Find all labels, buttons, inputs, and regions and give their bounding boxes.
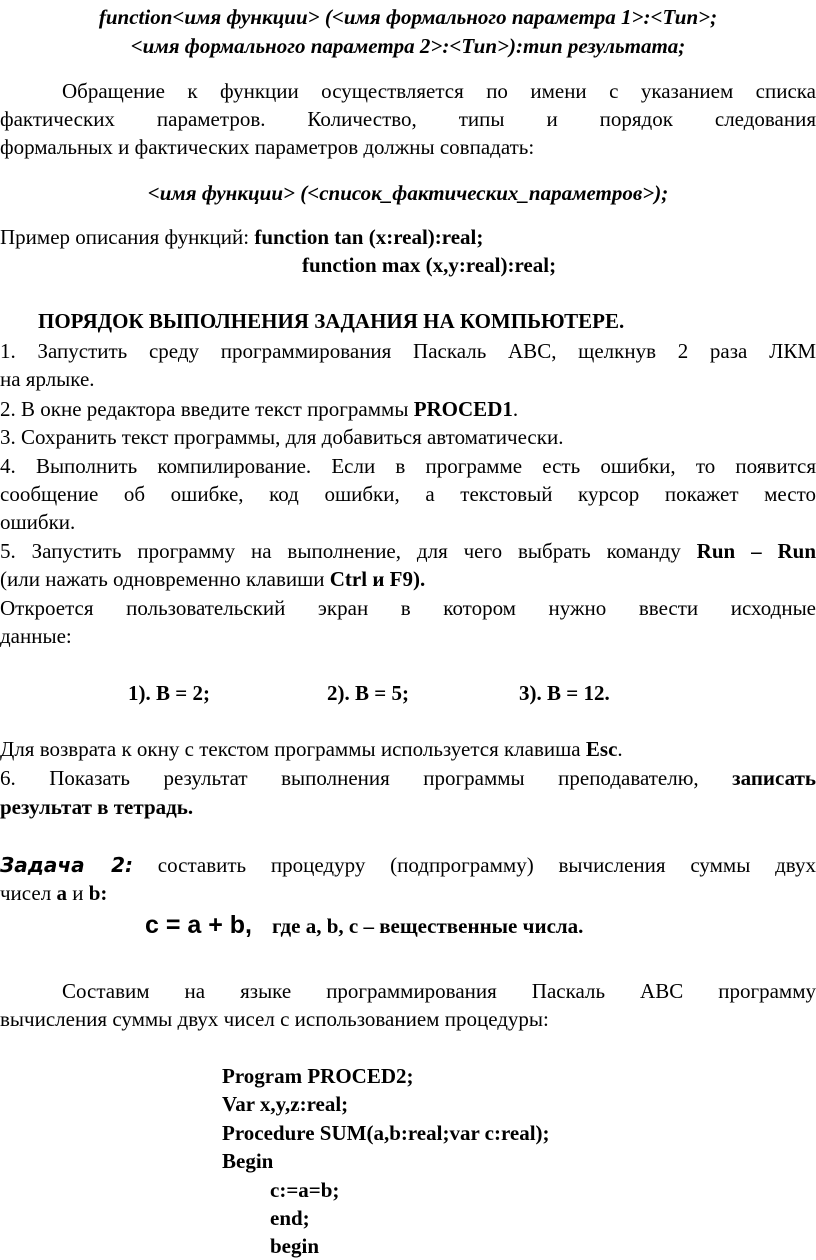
step-2-end: .: [512, 397, 519, 421]
step-6-bold: записать: [732, 766, 816, 790]
step-5-line-2: [0, 566, 816, 593]
section-title: ПОРЯДОК ВЫПОЛНЕНИЯ ЗАДАНИЯ НА КОМПЬЮТЕРЕ.: [38, 309, 625, 333]
step-6-text: 6. Показать результат выполнения программы преподавателю,: [0, 766, 733, 790]
syntax-line-2: <имя формального параметра 2>:<Тип>):тип результата;: [130, 34, 686, 58]
call-paragraph-line-1: Обращение к функции осуществляется по имени с указанием списка: [62, 79, 816, 103]
step-4-line-1: 4. Выполнить компилирование. Если в программе есть ошибки, то появится: [0, 454, 816, 478]
step-2: [0, 396, 816, 423]
esc-key: Esc: [585, 737, 618, 761]
step-1-line-1: 1. Запустить среду программирования Паскаль АВС, щелкнув 2 раза ЛКМ: [0, 339, 816, 363]
step-4-line-3: ошибки.: [0, 510, 76, 534]
step-5-line-3: Откроется пользовательский экран в котором нужно ввести исходные: [0, 596, 816, 620]
code-line-5: c:=a=b;: [270, 1178, 340, 1202]
example-func-max: function max (x,y:real):real;: [302, 253, 557, 277]
var-a: а: [56, 881, 67, 905]
run-command: Run – Run: [696, 539, 816, 563]
code-line-2: Var x,y,z:real;: [222, 1092, 349, 1116]
step-5-text: 5. Запустить программу на выполнение, для чего выбрать команду: [0, 539, 697, 563]
task-line-2: [0, 880, 816, 907]
call-paragraph-line-3: формальных и фактических параметров должны совпадать:: [0, 135, 535, 159]
formula-note: где a, b, c – вещественные числа.: [272, 914, 584, 938]
step-6-line-2: результат в тетрадь.: [0, 795, 194, 819]
task-label: Задача 2:: [0, 853, 133, 877]
return-end: .: [617, 737, 623, 761]
task-text: составить процедуру (подпрограмму) вычисления суммы двух: [133, 853, 816, 877]
code-line-4: Begin: [222, 1149, 274, 1173]
example-line-1: [0, 224, 816, 251]
compose-line-1: Составим на языке программирования Паскаль АВС программу: [62, 979, 816, 1003]
step-2-text: 2. В окне редактора введите текст программы: [0, 397, 414, 421]
code-line-7: begin: [270, 1234, 320, 1258]
input-value-2: 2). B = 5;: [327, 681, 409, 705]
step-5-line-4: данные:: [0, 624, 72, 648]
step-6-line-1: [0, 765, 816, 792]
example-label: Пример описания функций:: [0, 225, 255, 249]
example-func-tan: function tan (x:real):real;: [254, 225, 484, 249]
syntax-line-1: function<имя функции> (<имя формального параметра 1>:<Тип>;: [98, 5, 718, 29]
step-3: 3. Сохранить текст программы, для добавиться автоматически.: [0, 425, 564, 449]
task-numbers-text: чисел: [0, 881, 57, 905]
step-5-line-1: [0, 538, 816, 565]
compose-line-2: вычисления суммы двух чисел с использованием процедуры:: [0, 1007, 549, 1031]
var-b: b:: [88, 881, 108, 905]
step-4-line-2: сообщение об ошибке, код ошибки, а текстовый курсор покажет место: [0, 482, 816, 506]
return-text: Для возврата к окну с текстом программы используется клавиша: [0, 737, 586, 761]
step-5-keys-text: (или нажать одновременно клавиши: [0, 567, 330, 591]
step-1-line-2: на ярлыке.: [0, 367, 95, 391]
code-line-6: end;: [270, 1206, 310, 1230]
input-value-1: 1). B = 2;: [128, 681, 210, 705]
call-paragraph-line-2: фактических параметров. Количество, типы и порядок следования: [0, 107, 816, 131]
hotkey: Ctrl и F9).: [329, 567, 426, 591]
task-line-1: [0, 852, 816, 879]
program-name: PROCED1: [413, 397, 513, 421]
code-line-3: Procedure SUM(a,b:real;var c:real);: [222, 1121, 550, 1145]
formula: c = a + b,: [145, 911, 253, 939]
input-value-3: 3). B = 12.: [519, 681, 610, 705]
code-line-1: Program PROCED2;: [222, 1064, 414, 1088]
formula-line: [145, 912, 583, 940]
task-and: и: [66, 881, 89, 905]
call-syntax: <имя функции> (<список_фактических_параметров>);: [147, 181, 669, 205]
return-line: [0, 736, 816, 763]
